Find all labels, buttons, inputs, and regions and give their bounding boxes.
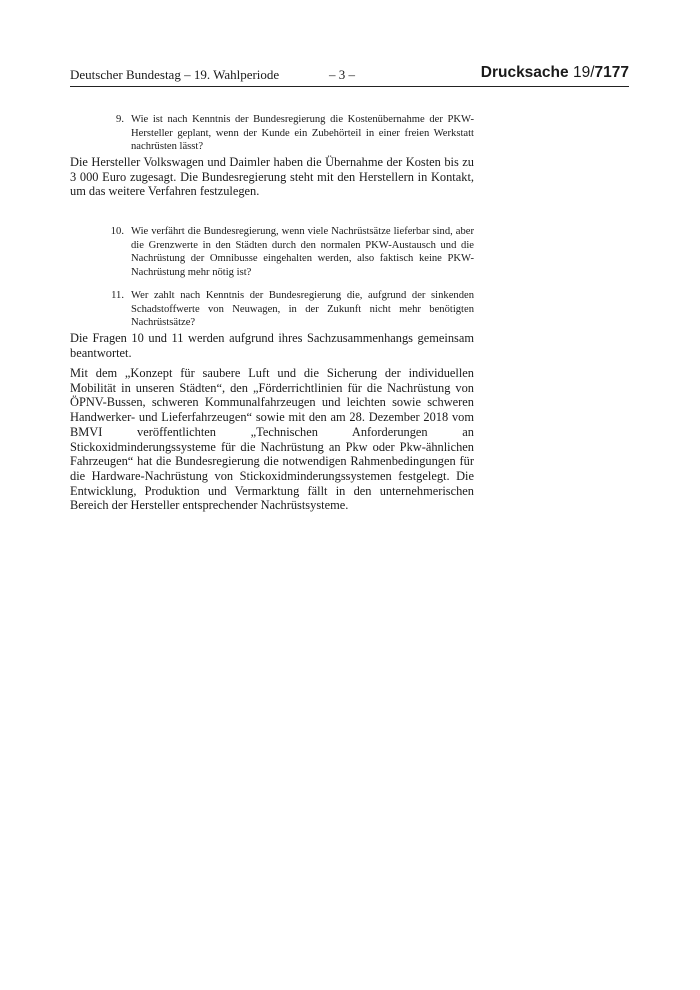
answer-10-11-intro: Die Fragen 10 und 11 werden aufgrund ihres Sachzusammenhangs gemeinsam beantwortet. xyxy=(70,331,474,360)
answer-9: Die Hersteller Volkswagen und Daimler haben die Übernahme der Kosten bis zu 3 000 Euro zugesagt. Die Bundesregierung steht mit den Herstellern in Kontakt, um das weitere Verfahren festzulegen. xyxy=(70,155,474,199)
question-10 xyxy=(100,225,474,279)
document-number-prefix: 19/ xyxy=(572,64,595,81)
page-number: – 3 – xyxy=(329,67,355,82)
document-label: Drucksache xyxy=(480,64,569,81)
document-number-main: 7177 xyxy=(594,64,629,81)
question-text: Wer zahlt nach Kenntnis der Bundesregierung die, aufgrund der sinkenden Schadstoffwerte von Neuwagen, in der Zukunft nicht mehr benötigten Nachrüstsätze? xyxy=(131,290,474,329)
question-number: 9. xyxy=(116,114,124,125)
question-number: 10. xyxy=(110,226,124,237)
answer-10-11: Mit dem „Konzept für saubere Luft und die Sicherung der individuellen Mobilität in unseren Städten“, den „Förderrichtlinien für die Nachrüstung von ÖPNV-Bussen, schweren Kommunalfahrzeugen und leichten sowie schweren Handwerker- und Lieferfahrzeugen“ sowie mit den am 28. Dezember 2018 vom BMVI veröffentlichten „Technischen Anforderungen an Stickoxidminderungssysteme für die Nachrüstung an Pkw oder Pkw-ähnlichen Fahrzeugen“ hat die Bundesregierung die notwendigen Rahmenbedingungen für die Hardware-Nachrüstung von Stickoxidminderungssystemen festgelegt. Die Entwicklung, Produktion und Vermarktung fällt in den unternehmerischen Bereich der Hersteller entsprechender Nachrüstsysteme. xyxy=(70,366,474,513)
question-text: Wie ist nach Kenntnis der Bundesregierung die Kostenübernahme der PKW-Hersteller geplant, wenn der Kunde ein Zubehörteil in einer freien Werkstatt nachrüsten lässt? xyxy=(131,114,474,153)
header-parliament-period: Deutscher Bundestag – 19. Wahlperiode xyxy=(70,67,280,82)
question-number: 11. xyxy=(111,290,124,301)
document-number xyxy=(481,64,629,82)
question-text: Wie verfährt die Bundesregierung, wenn viele Nachrüstsätze lieferbar sind, aber die Grenzwerte in den Städten durch den normalen PKW-Austausch und die Nachrüstung der Omnibusse eingehalten werden, also faktisch keine PKW-Nachrüstung mehr nötig ist? xyxy=(131,226,474,278)
question-9 xyxy=(100,113,474,154)
question-11 xyxy=(100,289,474,330)
page-header xyxy=(70,66,629,87)
